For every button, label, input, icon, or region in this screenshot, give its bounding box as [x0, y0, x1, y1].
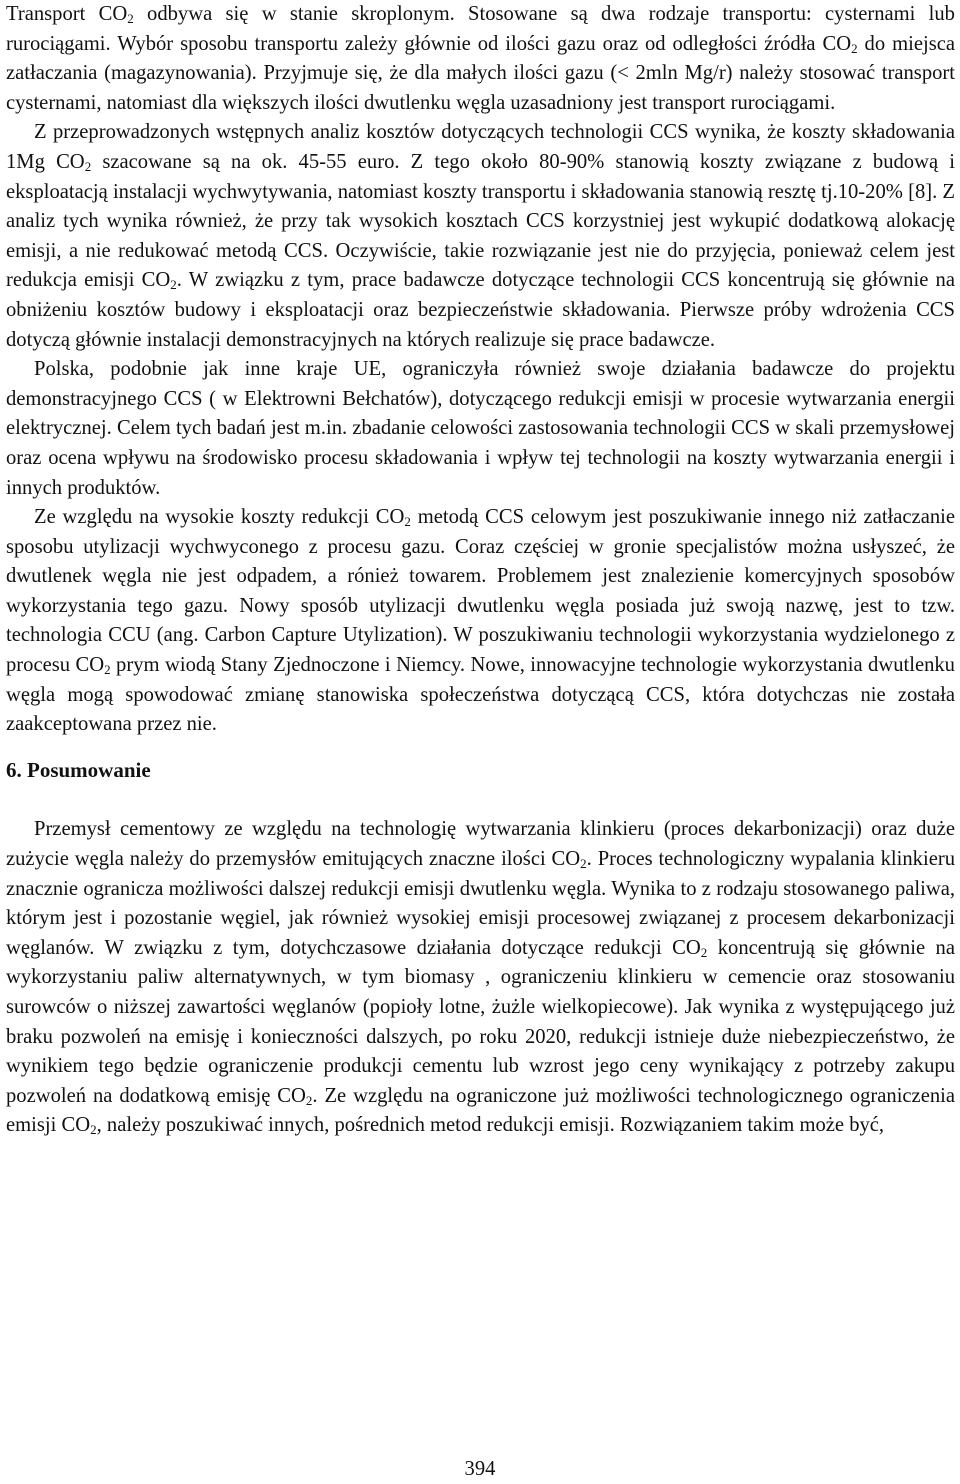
subscript: 2: [700, 944, 708, 960]
paragraph-poland: [6, 355, 955, 503]
text-segment: Ze względu na wysokie koszty redukcji CO: [34, 506, 405, 529]
text-segment: do miejsca zatłaczania (magazynowania). Przyjmuje się, że dla małych ilości gazu (< 2mln Mg/r) należy stosować transport cysternami, natomiast dla większych ilości dwutlenku węgla uzasadniony jest transport rurociągami.: [6, 32, 955, 114]
text-segment: prym wiodą Stany Zjednoczone i Niemcy. Nowe, innowacyjne technologie wykorzystania dwutlenku węgla mogą spowodować zmianę stanowiska społeczeństwa dotyczącą CCS, która dotychczas nie została zaakceptowana przez nie.: [6, 654, 955, 736]
subscript: 2: [305, 1092, 313, 1108]
text-segment: . Proces technologiczny wypalania klinkieru znacznie ogranicza możliwości dalszej redukcji emisji dwutlenku węgla. Wynika to z rodzaju stosowanego paliwa, którym jest i pozostanie węgiel, jak również wysokiej emisji procesowej związanej z procesem dekarbonizacji węglanów. W związku z tym, dotychczasowe działania dotyczące redukcji CO: [6, 848, 955, 959]
text-segment: . W związku z tym, prace badawcze dotyczące technologii CCS koncentrują się głównie na obniżeniu kosztów budowy i eksploatacji oraz bezpieczeństwie składowania. Pierwsze próby wdrożenia CCS dotyczą głównie instalacji demonstracyjnych na których realizuje się prace badawcze.: [6, 269, 955, 351]
paragraph-summary: [6, 815, 955, 1141]
paragraph-costs: [6, 118, 955, 355]
text-segment: , należy poszukiwać innych, pośrednich metod redukcji emisji. Rozwiązaniem takim może być,: [96, 1114, 885, 1137]
subscript: 2: [104, 662, 111, 678]
text-segment: Transport CO: [6, 3, 128, 25]
paragraph-ccu: [6, 503, 955, 740]
subscript: 2: [127, 11, 134, 26]
subscript: 2: [170, 277, 177, 293]
heading-spacer: [6, 785, 955, 815]
paragraph-transport: [6, 0, 955, 118]
text-segment: koncentrują się głównie na wykorzystaniu paliw alternatywnych, w tym biomasy , ograniczeniu klinkieru w cemencie oraz stosowaniu surowców o niższej zawartości węglanów (popioły lotne, żużle wielkopiecowe). Jak wynika z występującego już braku pozwoleń na emisję i konieczności dalszych, po roku 2020, redukcji istnieje duże niebezpieczeństwo, że wynikiem tego będzie ograniczenie produkcji cementu lub wzrost jego ceny wynikający z potrzeby zakupu pozwoleń na dodatkową emisję CO: [6, 936, 955, 1107]
subscript: 2: [404, 514, 411, 530]
text-segment: metodą CCS celowym jest poszukiwanie innego niż zatłaczanie sposobu utylizacji wychwyconego z procesu gazu. Coraz częściej w gronie specjalistów można usłyszeć, że dwutlenek węgla nie jest odpadem, a rónież towarem. Problemem jest znalezienie komercyjnych sposobów wykorzystania tego gazu. Nowy sposób utylizacji dwutlenku węgla posiada już swoją nazwę, jest to tzw. technologia CCU (ang. Carbon Capture Utylization). W poszukiwaniu technologii wykorzystania wydzielonego z procesu CO: [6, 506, 955, 677]
section-heading: 6. Posumowanie: [6, 757, 151, 782]
subscript: 2: [851, 40, 858, 56]
text-segment: Przemysł cementowy ze względu na technologię wytwarzania klinkieru (proces dekarbonizacji) oraz duże zużycie węgla należy do przemysłów emitujących znaczne ilości CO: [6, 818, 955, 871]
text-segment: szacowane są na ok. 45-55 euro. Z tego około 80-90% stanowią koszty związane z budową i eksploatacją instalacji wychwytywania, natomiast koszty transportu i składowania stanowią resztę tj.10-20% [8]. Z analiz tych wynika również, że przy tak wysokich kosztach CCS korzystniej jest wykupić dodatkową alokację emisji, a nie redukować metodą CCS. Oczywiście, takie rozwiązanie jest nie do przyjęcia, ponieważ celem jest redukcja emisji CO: [6, 150, 955, 292]
subscript: 2: [90, 1122, 97, 1138]
text-segment: odbywa się w stanie skroplonym. Stosowane są dwa rodzaje transportu: cysternami lub rurociągami. Wybór sposobu transportu zależy głównie od ilości gazu oraz od odległości źródła CO: [6, 3, 955, 55]
text-segment: Z przeprowadzonych wstępnych analiz kosztów dotyczących technologii CCS wynika, że koszty składowania 1Mg CO: [6, 121, 955, 173]
page-number: 394: [464, 1458, 496, 1480]
document-page: [6, 0, 955, 1141]
text-segment: . Ze względu na ograniczone już możliwości technologicznego ograniczenia emisji CO: [6, 1084, 955, 1137]
text-segment: Polska, podobnie jak inne kraje UE, ograniczyła również swoje działania badawcze do projektu demonstracyjnego CCS ( w Elektrowni Bełchatów), dotyczącego redukcji emisji w procesie wytwarzania energii elektrycznej. Celem tych badań jest m.in. zbadanie celowości zastosowania technologii CCS w skali przemysłowej oraz ocena wpływu na środowisko procesu składowania i wpływ tej technologii na koszty wytwarzania energii i innych produktów.: [6, 358, 955, 499]
subscript: 2: [580, 856, 587, 872]
subscript: 2: [84, 158, 92, 174]
